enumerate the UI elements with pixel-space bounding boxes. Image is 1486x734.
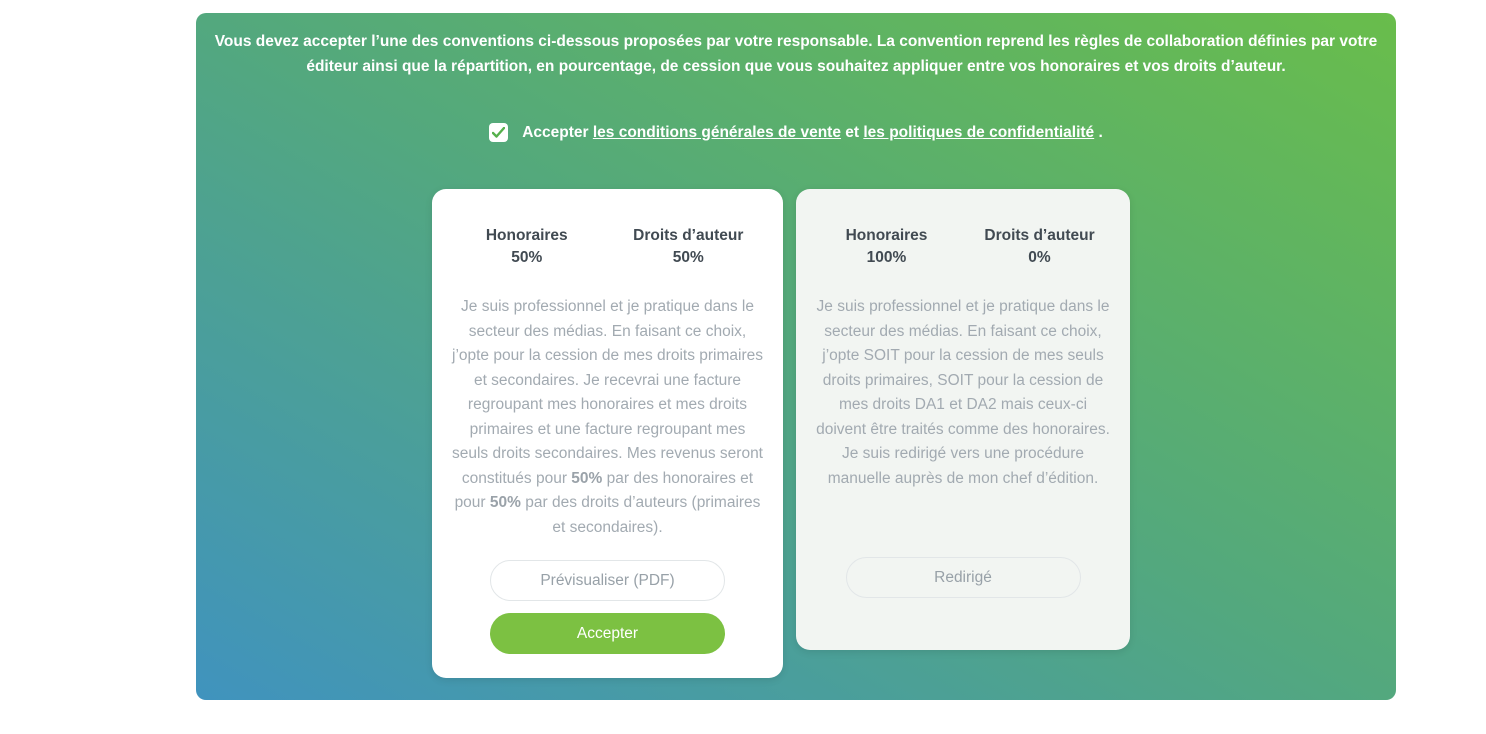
banner-text: Vous devez accepter l’une des conventions ci-dessous proposées par votre responsable. La convention reprend les règles de collaboration définies par votre éditeur ainsi que la répartition, en pourcentage, de cession que vous souhaitez appliquer entre vos honoraires et vos droits d’auteur.	[214, 33, 1378, 75]
consent-label	[522, 124, 1103, 142]
desc-segment-bold: 50%	[571, 469, 603, 487]
desc-segment: par des honoraires et pour	[454, 469, 754, 511]
desc-segment: Je suis professionnel et je pratique dans le secteur des médias. En faisant ce choix, j’opte pour la cession de mes droits primaires et secondaires. Je recevrai une facture regroupant mes honoraires et mes droits primaires et une facture regroupant mes seuls droits secondaires. Mes revenus seront constitués pour	[451, 298, 763, 487]
card-description	[446, 295, 769, 540]
droits-auteur-value: 50%	[672, 249, 704, 266]
convention-card-100-0	[796, 189, 1130, 650]
consent-row	[196, 123, 1396, 142]
card-buttons	[810, 557, 1116, 598]
convention-panel	[196, 13, 1396, 700]
honoraires-label: Honoraires	[485, 227, 568, 244]
droits-auteur-column	[963, 225, 1116, 269]
droits-auteur-column	[608, 225, 770, 269]
droits-auteur-value: 0%	[1028, 249, 1051, 266]
card-header	[446, 225, 769, 269]
desc-segment: Je suis professionnel et je pratique dans le secteur des médias. En faisant ce choix, j’opte SOIT pour la cession de mes seuls droits primaires, SOIT pour la cession de mes droits DA1 et DA2 mais ceux-ci doivent être traités comme des honoraires. Je suis redirigé vers une procédure manuelle auprès de mon chef d’édition.	[816, 298, 1110, 487]
checkmark-icon	[492, 127, 505, 138]
convention-cards	[196, 189, 1396, 678]
desc-segment: par des droits d’auteurs (primaires et secondaires).	[520, 494, 761, 536]
accept-button[interactable]: Accepter	[490, 613, 725, 654]
convention-card-50-50	[432, 189, 783, 678]
desc-segment-bold: 50%	[489, 494, 521, 511]
droits-auteur-label: Droits d’auteur	[984, 227, 1095, 244]
consent-prefix: Accepter	[522, 123, 593, 141]
honoraires-value: 50%	[511, 249, 543, 266]
card-description	[810, 295, 1116, 491]
honoraires-column	[446, 225, 608, 269]
consent-suffix: .	[1094, 123, 1103, 141]
terms-checkbox[interactable]	[489, 123, 508, 142]
privacy-link[interactable]: les politiques de confidentialité	[863, 123, 1095, 141]
redirected-button[interactable]: Redirigé	[846, 557, 1081, 598]
honoraires-value: 100%	[866, 249, 907, 266]
consent-conjunction: et	[840, 123, 864, 141]
card-buttons	[446, 560, 769, 654]
card-header	[810, 225, 1116, 269]
terms-link[interactable]: les conditions générales de vente	[592, 123, 841, 141]
honoraires-column	[810, 225, 963, 269]
droits-auteur-label: Droits d’auteur	[633, 227, 744, 244]
preview-pdf-button[interactable]: Prévisualiser (PDF)	[490, 560, 725, 601]
honoraires-label: Honoraires	[845, 227, 928, 244]
